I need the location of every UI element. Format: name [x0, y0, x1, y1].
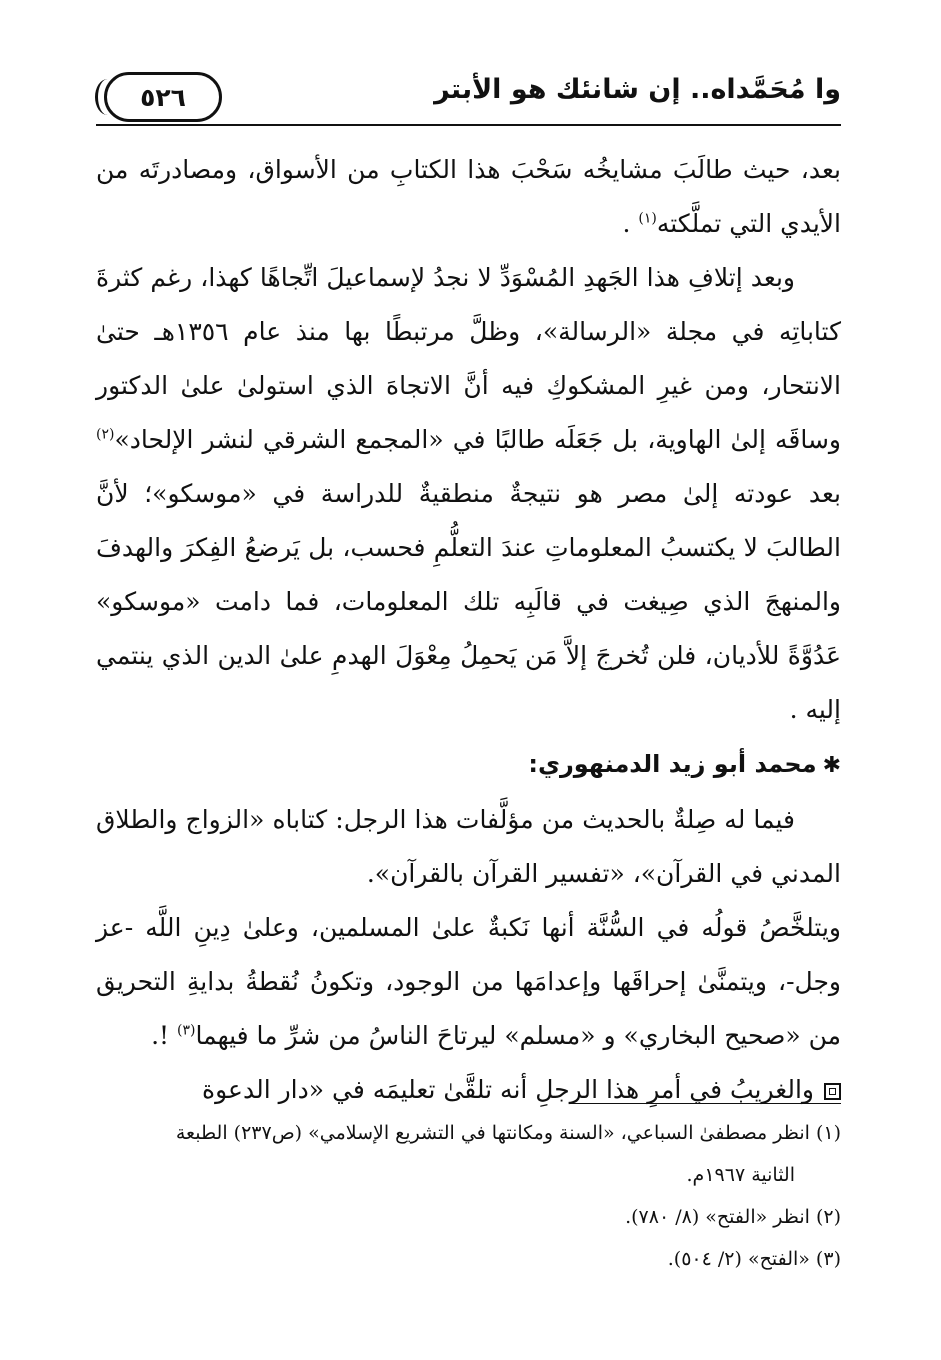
footnote-3: (٣) «الفتح» (٢/ ٥٠٤).	[667, 1248, 841, 1270]
footnote-1-continuation: الثانية ١٩٦٧م.	[686, 1164, 795, 1186]
paragraph-5	[96, 1063, 841, 1117]
page-header	[96, 66, 841, 126]
running-title: وا مُحَمَّداه.. إن شانئك هو الأبتر	[434, 74, 841, 105]
paragraph-2-text-a: وبعد إتلافِ هذا الجَهدِ المُسْوَدِّ لا نجدُ لإسماعيلَ اتِّجاهًا كهذا، رغم كثرةَ كتاباتِه في مجلة «الرسالة»، وظلَّ مرتبطًا بها منذ عام ١٣٥٦هـ حتىٰ الانتحار، ومن غيرِ المشكوكِ فيه أنَّ الاتجاهَ الذي استولىٰ علىٰ الدكتور وساقَه إلىٰ الهاوية، بل جَعَلَه طالبًا في «المجمع الشرقي لنشر الإلحاد»	[96, 263, 841, 454]
footnote-ref-1: (١)	[638, 210, 657, 227]
main-text	[96, 143, 841, 1117]
star-icon: ✱	[822, 753, 841, 778]
footnote-rule	[570, 1103, 841, 1104]
footnote-ref-3: (٣)	[177, 1022, 196, 1039]
paragraph-1	[96, 143, 841, 251]
footnote-2: (٢) انظر «الفتح» (٨/ ٧٨٠).	[625, 1206, 841, 1228]
paragraph-2-text-b: بعد عودته إلىٰ مصر هو نتيجةٌ منطقيةٌ للدراسة في «موسكو»؛ لأنَّ الطالبَ لا يكتسبُ المعلوماتِ عندَ التعلُّمِ فحسب، بل يَرضعُ الفِكرَ والهدفَ والمنهجَ الذي صِيغت في قالَبِه تلك المعلومات، فما دامت «موسكو» عَدُوَّةً للأديان، فلن تُخرجَ إلاَّ مَن يَحمِلُ مِعْوَلَ الهدمِ علىٰ الدين الذي ينتمي إليه .	[96, 479, 841, 724]
footnote-1: (١) انظر مصطفىٰ السباعي، «السنة ومكانتها في التشريع الإسلامي» (ص٢٣٧) الطبعة	[175, 1122, 841, 1144]
paragraph-4	[96, 901, 841, 1063]
paragraph-3: فيما له صِلةٌ بالحديث من مؤلَّفات هذا الرجل: كتاباه «الزواج والطلاق المدني في القرآن»، «تفسير القرآن بالقرآن».	[96, 805, 841, 888]
footnotes	[96, 1112, 841, 1280]
paragraph-4-end: !.	[151, 1021, 178, 1050]
paragraph-2	[96, 251, 841, 737]
header-rule	[96, 124, 841, 126]
paragraph-1-end: .	[622, 209, 639, 238]
page-number: ٥٢٦	[104, 72, 222, 122]
paragraph-4-text: ويتلخَّصُ قولُه في السُّنَّة أنها نَكبةٌ علىٰ المسلمين، وعلىٰ دِينِ اللَّه -عز وجل-، ويتمنَّىٰ إحراقَها وإعدامَها من الوجود، وتكونُ نُقطةُ بدايةِ التحريق من «صحيح البخاري» و «مسلم» ليرتاحَ الناسُ من شرِّ ما فيهما	[96, 913, 841, 1050]
square-bullet-icon	[824, 1083, 841, 1100]
section-heading-text: محمد أبو زيد الدمنهوري:	[528, 750, 817, 778]
paragraph-5-text: والغريبُ في أمرِ هذا الرجلِ أنه تلقَّىٰ تعليمَه في «دار الدعوة	[202, 1075, 814, 1104]
section-heading	[96, 737, 841, 793]
footnote-ref-2: (٢)	[96, 426, 115, 443]
paragraph-1-text: بعد، حيث طالَبَ مشايخُه سَحْبَ هذا الكتابِ من الأسواق، ومصادرتَه من الأيدي التي تملَّكته	[96, 155, 841, 238]
